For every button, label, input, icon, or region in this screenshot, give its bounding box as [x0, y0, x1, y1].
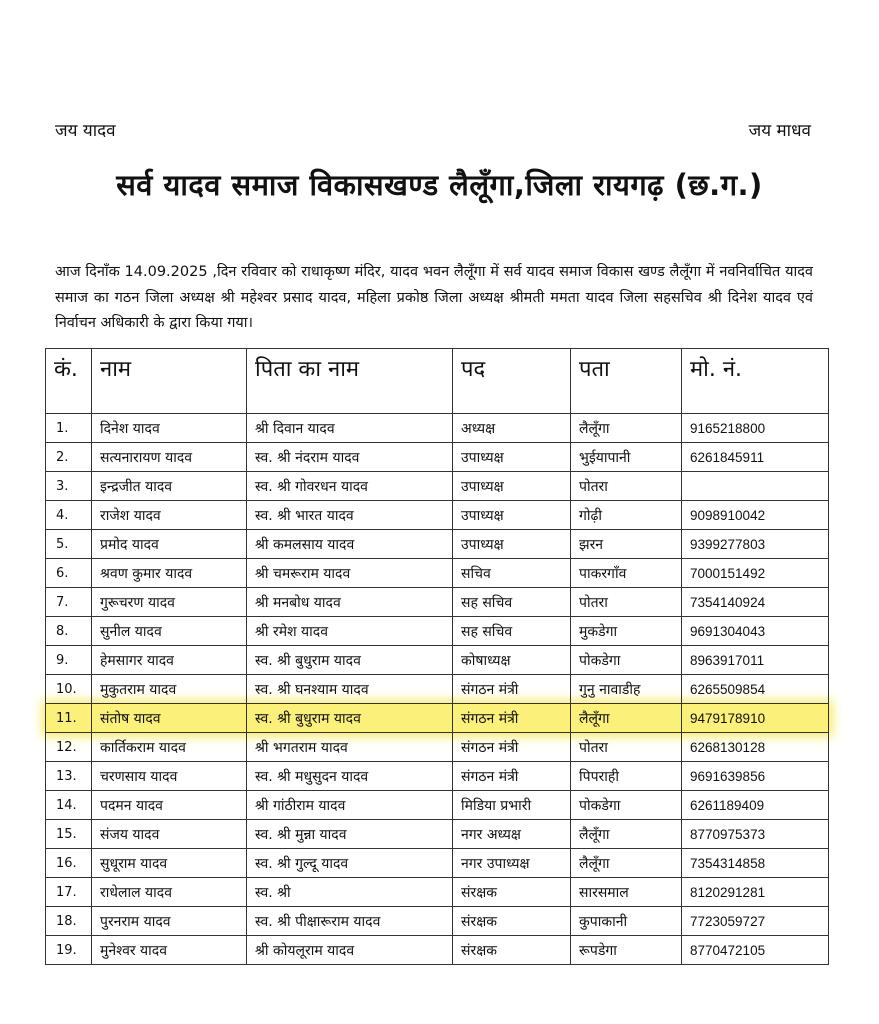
cell-name: चरणसाय यादव [92, 762, 247, 791]
cell-address: कुपाकानी [571, 907, 682, 936]
table-row [46, 559, 829, 588]
cell-father-name: स्व. श्री गुल्दू यादव [247, 849, 453, 878]
cell-mobile: 7354140924 [682, 588, 829, 617]
cell-serial: 15. [46, 820, 92, 849]
cell-post: संरक्षक [453, 936, 571, 965]
table-row [46, 501, 829, 530]
cell-father-name: स्व. श्री मुन्ना यादव [247, 820, 453, 849]
cell-mobile: 9691304043 [682, 617, 829, 646]
cell-address: रूपडेगा [571, 936, 682, 965]
cell-mobile: 7354314858 [682, 849, 829, 878]
cell-address: पोकडेगा [571, 646, 682, 675]
cell-name: सत्यनारायण यादव [92, 443, 247, 472]
greeting-right: जय माधव [748, 121, 811, 141]
cell-post: संगठन मंत्री [453, 704, 571, 733]
cell-name: राधेलाल यादव [92, 878, 247, 907]
table-row [46, 878, 829, 907]
column-header-post: पद [453, 349, 571, 414]
cell-post: सह सचिव [453, 588, 571, 617]
cell-address: पोकडेगा [571, 791, 682, 820]
cell-father-name: स्व. श्री गोवरधन यादव [247, 472, 453, 501]
cell-serial: 17. [46, 878, 92, 907]
column-header-father-name: पिता का नाम [247, 349, 453, 414]
cell-serial: 4. [46, 501, 92, 530]
table-row [46, 588, 829, 617]
cell-father-name: स्व. श्री भारत यादव [247, 501, 453, 530]
cell-father-name: स्व. श्री [247, 878, 453, 907]
table-row [46, 704, 829, 733]
cell-address: लैलूँगा [571, 820, 682, 849]
cell-post: मिडिया प्रभारी [453, 791, 571, 820]
cell-name: प्रमोद यादव [92, 530, 247, 559]
column-header-serial: कं. [46, 349, 92, 414]
cell-father-name: श्री कमलसाय यादव [247, 530, 453, 559]
cell-mobile: 9165218800 [682, 414, 829, 443]
cell-father-name: स्व. श्री पीक्षारूराम यादव [247, 907, 453, 936]
cell-name: श्रवण कुमार यादव [92, 559, 247, 588]
cell-serial: 7. [46, 588, 92, 617]
cell-serial: 19. [46, 936, 92, 965]
cell-post: उपाध्यक्ष [453, 472, 571, 501]
cell-name: मुनेश्वर यादव [92, 936, 247, 965]
cell-serial: 3. [46, 472, 92, 501]
cell-name: सुनील यादव [92, 617, 247, 646]
cell-address: लैलूँगा [571, 849, 682, 878]
column-header-mobile: मो. नं. [682, 349, 829, 414]
cell-serial: 2. [46, 443, 92, 472]
cell-serial: 9. [46, 646, 92, 675]
cell-father-name: श्री कोयलूराम यादव [247, 936, 453, 965]
cell-name: गुरूचरण यादव [92, 588, 247, 617]
cell-address: पिपराही [571, 762, 682, 791]
table-row [46, 791, 829, 820]
page-title: सर्व यादव समाज विकासखण्ड लैलूँगा,जिला रायगढ़ (छ.ग.) [116, 168, 763, 202]
cell-name: मुकुतराम यादव [92, 675, 247, 704]
cell-address: सारसमाल [571, 878, 682, 907]
cell-post: संगठन मंत्री [453, 675, 571, 704]
column-header-name: नाम [92, 349, 247, 414]
cell-father-name: श्री रमेश यादव [247, 617, 453, 646]
cell-name: पदमन यादव [92, 791, 247, 820]
table-row [46, 472, 829, 501]
cell-mobile: 8120291281 [682, 878, 829, 907]
cell-address: मुकडेगा [571, 617, 682, 646]
intro-paragraph: आज दिनाँक 14.09.2025 ,दिन रविवार को राधाकृष्ण मंदिर, यादव भवन लैलूँगा में सर्व यादव समाज विकास खण्ड लैलूँगा में नवनिर्वाचित यादव समाज का गठन जिला अध्यक्ष श्री महेश्वर प्रसाद यादव, महिला प्रकोष्ठ जिला अध्यक्ष श्रीमती ममता यादव जिला सहसचिव श्री दिनेश यादव एवं निर्वाचन अधिकारी के द्वारा किया गया। [55, 264, 813, 331]
cell-father-name: श्री चमरूराम यादव [247, 559, 453, 588]
cell-serial: 16. [46, 849, 92, 878]
cell-mobile: 8963917011 [682, 646, 829, 675]
cell-mobile: 7000151492 [682, 559, 829, 588]
cell-father-name: श्री भगतराम यादव [247, 733, 453, 762]
table-row [46, 936, 829, 965]
cell-mobile [682, 472, 829, 501]
cell-mobile: 6265509854 [682, 675, 829, 704]
cell-name: हेमसागर यादव [92, 646, 247, 675]
cell-mobile: 6261845911 [682, 443, 829, 472]
cell-post: संगठन मंत्री [453, 733, 571, 762]
table-row [46, 443, 829, 472]
cell-post: संगठन मंत्री [453, 762, 571, 791]
cell-father-name: श्री दिवान यादव [247, 414, 453, 443]
cell-mobile: 6268130128 [682, 733, 829, 762]
greeting-left: जय यादव [55, 121, 116, 141]
cell-address: पाकरगाँव [571, 559, 682, 588]
cell-father-name: स्व. श्री घनश्याम यादव [247, 675, 453, 704]
cell-serial: 1. [46, 414, 92, 443]
cell-address: भुईयापानी [571, 443, 682, 472]
cell-address: गोढ़ी [571, 501, 682, 530]
table-row [46, 820, 829, 849]
cell-address: पोतरा [571, 472, 682, 501]
cell-address: गुनु नावाडीह [571, 675, 682, 704]
cell-name: संजय यादव [92, 820, 247, 849]
cell-post: नगर अध्यक्ष [453, 820, 571, 849]
cell-name: संतोष यादव [92, 704, 247, 733]
cell-mobile: 9098910042 [682, 501, 829, 530]
table-row [46, 849, 829, 878]
cell-name: सुधूराम यादव [92, 849, 247, 878]
cell-mobile: 9691639856 [682, 762, 829, 791]
cell-serial: 11. [46, 704, 92, 733]
cell-name: पुरनराम यादव [92, 907, 247, 936]
cell-mobile: 7723059727 [682, 907, 829, 936]
table-row [46, 530, 829, 559]
cell-father-name: श्री मनबोध यादव [247, 588, 453, 617]
cell-post: उपाध्यक्ष [453, 443, 571, 472]
cell-post: सह सचिव [453, 617, 571, 646]
cell-mobile: 9399277803 [682, 530, 829, 559]
cell-address: पोतरा [571, 588, 682, 617]
cell-serial: 14. [46, 791, 92, 820]
table-row [46, 907, 829, 936]
table-row [46, 733, 829, 762]
cell-post: नगर उपाध्यक्ष [453, 849, 571, 878]
cell-name: कार्तिकराम यादव [92, 733, 247, 762]
cell-address: लैलूँगा [571, 414, 682, 443]
cell-mobile: 8770975373 [682, 820, 829, 849]
cell-serial: 18. [46, 907, 92, 936]
cell-address: लैलूँगा [571, 704, 682, 733]
table-row [46, 646, 829, 675]
cell-father-name: स्व. श्री नंदराम यादव [247, 443, 453, 472]
table-header-row [46, 349, 829, 414]
cell-post: कोषाध्यक्ष [453, 646, 571, 675]
cell-father-name: श्री गांठीराम यादव [247, 791, 453, 820]
members-table [45, 348, 829, 965]
cell-mobile: 6261189409 [682, 791, 829, 820]
cell-name: दिनेश यादव [92, 414, 247, 443]
cell-serial: 5. [46, 530, 92, 559]
cell-mobile: 9479178910 [682, 704, 829, 733]
table-row [46, 617, 829, 646]
cell-address: झरन [571, 530, 682, 559]
cell-name: राजेश यादव [92, 501, 247, 530]
cell-post: अध्यक्ष [453, 414, 571, 443]
cell-serial: 10. [46, 675, 92, 704]
cell-serial: 6. [46, 559, 92, 588]
cell-post: उपाध्यक्ष [453, 501, 571, 530]
cell-post: संरक्षक [453, 907, 571, 936]
table-row [46, 414, 829, 443]
cell-name: इन्द्रजीत यादव [92, 472, 247, 501]
column-header-address: पता [571, 349, 682, 414]
cell-address: पोतरा [571, 733, 682, 762]
cell-post: संरक्षक [453, 878, 571, 907]
cell-mobile: 8770472105 [682, 936, 829, 965]
cell-serial: 8. [46, 617, 92, 646]
cell-father-name: स्व. श्री बुधुराम यादव [247, 646, 453, 675]
cell-serial: 13. [46, 762, 92, 791]
cell-father-name: स्व. श्री मधुसुदन यादव [247, 762, 453, 791]
table-row [46, 762, 829, 791]
cell-post: उपाध्यक्ष [453, 530, 571, 559]
cell-serial: 12. [46, 733, 92, 762]
cell-post: सचिव [453, 559, 571, 588]
cell-father-name: स्व. श्री बुधुराम यादव [247, 704, 453, 733]
table-row [46, 675, 829, 704]
